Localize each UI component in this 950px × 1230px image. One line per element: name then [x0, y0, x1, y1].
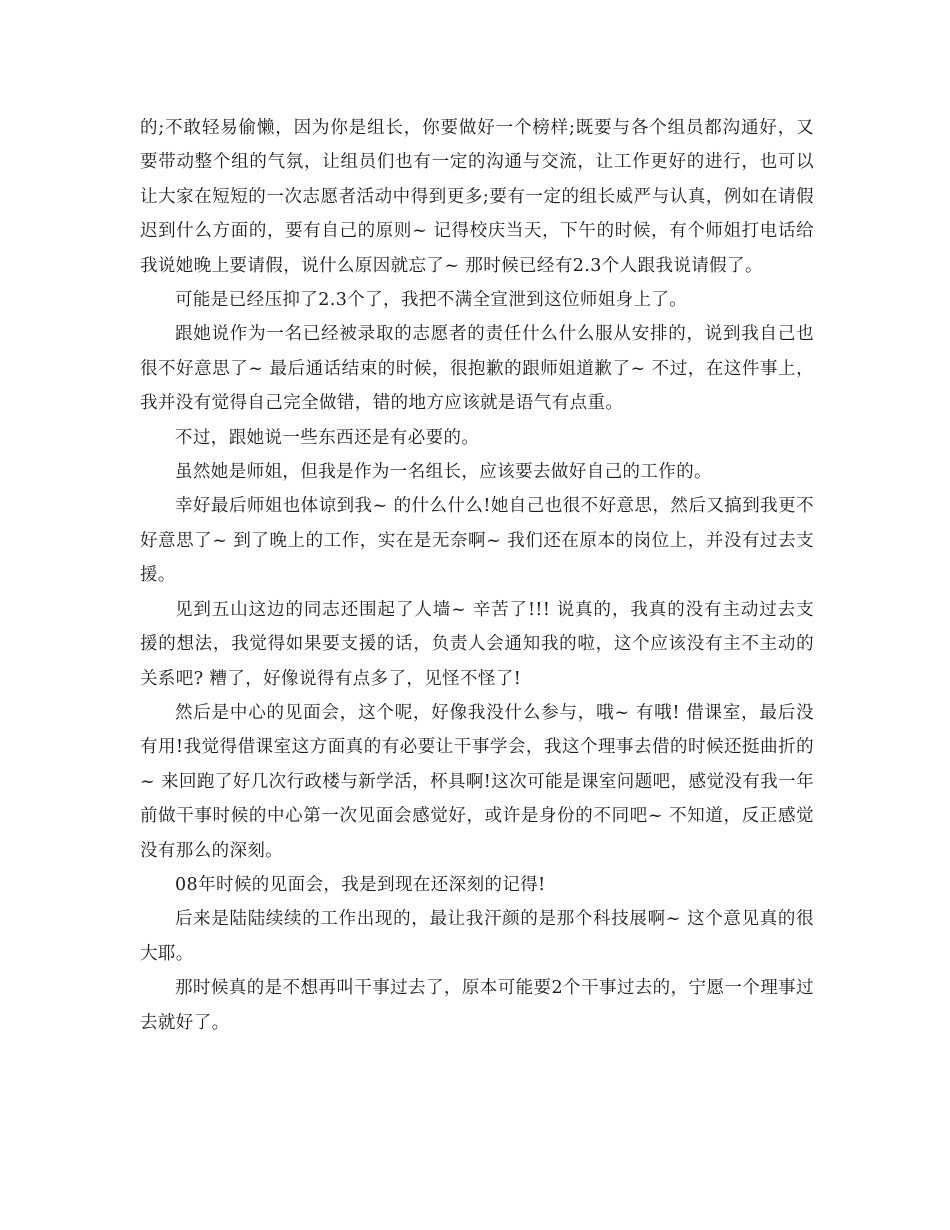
paragraph: 后来是陆陆续续的工作出现的，最让我汗颜的是那个科技展啊~ 这个意见真的很大耶。 [140, 909, 814, 964]
paragraph: 的;不敢轻易偷懒，因为你是组长，你要做好一个榜样;既要与各个组员都沟通好，又要带动整个组的气氛，让组员们也有一定的沟通与交流，让工作更好的进行，也可以让大家在短短的一次志愿者活动中得到更多;要有一定的组长威严与认真，例如在请假迟到什么方面的，要有自己的原则~ 记得校庆当天，下午的时候，有个师姐打电话给我说她晚上要请假，说什么原因就忘了~ 那时候已经有2.3个人跟我说请假了。 [140, 118, 814, 276]
paragraph: 不过，跟她说一些东西还是有必要的。 [175, 427, 480, 448]
paragraph: 可能是已经压抑了2.3个了，我把不满全宣泄到这位师姐身上了。 [175, 290, 688, 311]
paragraph: 08年时候的见面会，我是到现在还深刻的记得! [175, 874, 546, 895]
paragraph: 跟她说作为一名已经被录取的志愿者的责任什么什么服从安排的，说到我自己也很不好意思了~ 最后通话结束的时候，很抱歉的跟师姐道歉了~ 不过，在这件事上，我并没有觉得自己完全做错，错的地方应该就是语气有点重。 [140, 324, 814, 414]
paragraph: 见到五山这边的同志还围起了人墙~ 辛苦了!!! 说真的，我真的没有主动过去支援的想法，我觉得如果要支援的话，负责人会通知我的啦，这个应该没有主不主动的关系吧? 糟了，好像说得有点多了，见怪不怪了! [140, 599, 814, 689]
document-body [140, 111, 814, 1040]
paragraph: 然后是中心的见面会，这个呢，好像我没什么参与，哦~ 有哦! 借课室，最后没有用!我觉得借课室这方面真的有必要让干事学会，我这个理事去借的时候还挺曲折的~ 来回跑了好几次行政楼与新学活，杯具啊!这次可能是课室问题吧，感觉没有我一年前做干事时候的中心第一次见面会感觉好，或许是身份的不同吧~ 不知道，反正感觉没有那么的深刻。 [140, 702, 814, 861]
paragraph: 那时候真的是不想再叫干事过去了，原本可能要2个干事过去的，宁愿一个理事过去就好了。 [140, 978, 814, 1033]
paragraph: 幸好最后师姐也体谅到我~ 的什么什么!她自己也很不好意思，然后又搞到我更不好意思了~ 到了晚上的工作，实在是无奈啊~ 我们还在原本的岗位上，并没有过去支援。 [140, 496, 814, 586]
paragraph: 虽然她是师姐，但我是作为一名组长，应该要去做好自己的工作的。 [175, 462, 712, 483]
